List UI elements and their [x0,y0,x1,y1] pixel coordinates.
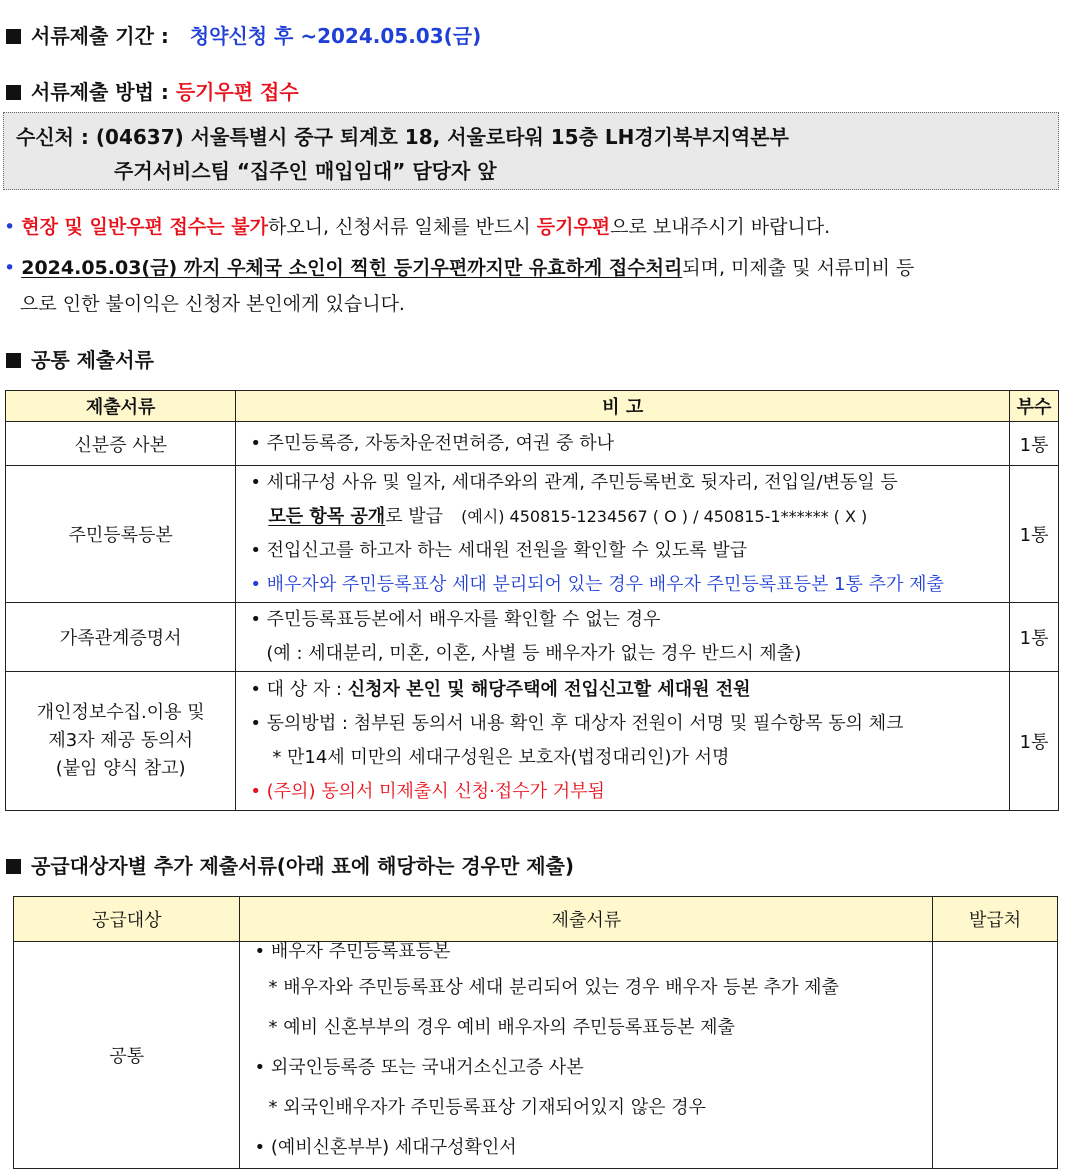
note-bold: 신청자 본인 및 해당주택에 전입신고할 세대원 전원 [347,679,751,700]
doc-cell: 가족관계증명서 [6,603,236,672]
method-label: 서류제출 방법 : [31,80,169,104]
additional-docs-title: 공급대상자별 추가 제출서류(아래 표에 해당하는 경우만 제출) [31,854,575,878]
square-bullet-icon [6,85,21,100]
header-doc: 제출서류 [6,391,236,422]
note-line: • 주민등록표등본에서 배우자를 확인할 수 없는 경우 [250,609,661,630]
bullet-dot-icon: • [4,216,16,238]
notice-1-red2: 등기우편 [536,216,611,238]
method-value: 등기우편 접수 [175,80,299,104]
notice-1 [4,212,830,239]
doc-cell: 신분증 사본 [6,422,236,466]
address-line1: 수신처 : (04637) 서울특별시 중구 퇴계호 18, 서울로타워 15층 LH경기북부지역본부 [16,125,789,149]
count-cell: 1통 [1010,422,1059,466]
note-label: • 대 상 자 : [250,679,348,700]
list-item: * 배우자와 주민등록표상 세대 분리되어 있는 경우 배우자 등본 추가 제출 [268,977,839,998]
table-header-row [14,897,1058,942]
issuer-cell [933,942,1058,1169]
note-line: • 전입신고를 하고자 하는 세대원 전원을 확인할 수 있도록 발급 [250,540,748,561]
square-bullet-icon [6,29,21,44]
note-line: • 동의방법 : 첨부된 동의서 내용 확인 후 대상자 전원이 서명 및 필수항목 동의 체크 [250,713,904,734]
method-row [6,76,299,105]
table-row [6,672,1059,811]
table-row [6,466,1059,603]
bullet-dot-icon: • [4,257,16,279]
header-note: 비 고 [236,391,1010,422]
note-cell [236,672,1010,811]
common-docs-table [5,390,1059,811]
count-cell: 1통 [1010,603,1059,672]
note-line [236,673,1009,707]
doc-cell: 주민등록등본 [6,466,236,603]
list-item: • (예비신혼부부) 세대구성확인서 [254,1137,517,1158]
table-header-row [6,391,1059,422]
note-line: • 배우자와 주민등록표상 세대 분리되어 있는 경우 배우자 주민등록표등본 1통 추가 제출 [250,574,944,595]
table-row [14,942,1058,1169]
header-target: 공급대상 [14,897,240,942]
note-text: 로 발급 [385,506,444,527]
doc-cell [6,672,236,811]
square-bullet-icon [6,353,21,368]
notice-2 [4,253,914,280]
target-cell: 공통 [14,942,240,1169]
note-example: (예시) 450815-1234567 ( O ) / 450815-1****** ( X ) [461,507,868,526]
note-line: • 세대구성 사유 및 일자, 세대주와의 관계, 주민등록번호 뒷자리, 전입일/변동일 등 [250,472,898,493]
note-cell [236,603,1010,672]
notice-2-bold: 2024.05.03(금) 까지 우체국 소인이 찍힌 등기우편까지만 유효하게 접수처리 [21,257,683,279]
header-docs: 제출서류 [240,897,933,942]
common-docs-title-row [6,344,154,373]
period-row [6,20,481,49]
address-line2: 주거서비스팀 “집주인 매입임대” 담당자 앞 [114,159,497,183]
note-line: * 만14세 미만의 세대구성원은 보호자(법정대리인)가 서명 [272,747,730,768]
note-bold: 모든 항목 공개 [268,506,386,527]
doc-line: 제3자 제공 동의서 [48,730,193,751]
table-row [6,422,1059,466]
notice-2-end: 되며, 미제출 및 서류미비 등 [682,257,915,279]
notice-1-mid: 하오니, 신청서류 일체를 반드시 [267,216,537,238]
note-line: • 주민등록증, 자동차운전면허증, 여권 중 하나 [250,432,614,454]
period-label: 서류제출 기간 : [31,24,169,48]
square-bullet-icon [6,859,21,874]
count-cell: 1통 [1010,466,1059,603]
note-cell [236,466,1010,603]
notice-2-line2: 으로 인한 불이익은 신청자 본인에게 있습니다. [20,293,405,315]
doc-line: 개인정보수집.이용 및 [36,702,205,723]
address-box [3,112,1059,190]
note-line [236,500,1009,534]
additional-docs-table [13,896,1058,1169]
count-cell: 1통 [1010,672,1059,811]
list-item: * 외국인배우자가 주민등록표상 기재되어있지 않은 경우 [268,1097,707,1118]
doc-line: (붙임 양식 참고) [55,758,186,779]
note-line: • (주의) 동의서 미제출시 신청·접수가 거부됨 [250,781,605,802]
list-item: • 외국인등록증 또는 국내거소신고증 사본 [254,1057,584,1078]
docs-cell [240,942,933,1169]
header-count: 부수 [1010,391,1059,422]
additional-docs-title-row [6,850,574,879]
notice-1-end: 으로 보내주시기 바랍니다. [610,216,831,238]
table-row [6,603,1059,672]
header-issuer: 발급처 [933,897,1058,942]
list-item: • 배우자 주민등록표등본 [254,941,451,962]
note-cell [236,422,1010,466]
note-line: (예 : 세대분리, 미혼, 이혼, 사별 등 배우자가 없는 경우 반드시 제출) [266,643,802,664]
period-value: 청약신청 후 ~2024.05.03(금) [189,24,482,48]
list-item: * 예비 신혼부부의 경우 예비 배우자의 주민등록표등본 제출 [268,1017,735,1038]
notice-1-red: 현장 및 일반우편 접수는 불가 [21,216,268,238]
common-docs-title: 공통 제출서류 [31,348,154,372]
